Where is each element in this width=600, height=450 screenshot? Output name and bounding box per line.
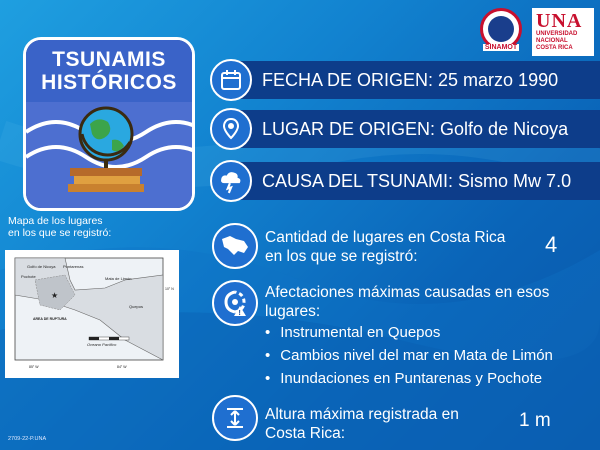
una-logo: UNA UNIVERSIDAD NACIONAL COSTA RICA bbox=[532, 8, 594, 56]
height-arrows-icon bbox=[212, 395, 258, 441]
afectaciones-list bbox=[265, 321, 553, 390]
causa-text: CAUSA DEL TSUNAMI: Sismo Mw 7.0 bbox=[262, 170, 572, 191]
sinamot-logo: SINAMOT bbox=[476, 8, 526, 60]
altura-value: 1 m bbox=[519, 410, 551, 431]
list-item: • Instrumental en Quepos bbox=[265, 321, 553, 344]
calendar-icon bbox=[210, 59, 252, 101]
map-place: AREA DE RUPTURA bbox=[33, 317, 67, 321]
map-place: Puntarenas bbox=[63, 264, 84, 269]
list-item: • Inundaciones en Puntarenas y Pochote bbox=[265, 367, 553, 390]
fecha-text: FECHA DE ORIGEN: 25 marzo 1990 bbox=[262, 69, 559, 90]
row-lugar bbox=[212, 110, 600, 148]
cantidad-text: Cantidad de lugares en Costa Rica en los que se registró: bbox=[265, 229, 506, 265]
svg-text:!: ! bbox=[238, 310, 241, 317]
origin-map bbox=[5, 250, 179, 378]
title-line-1: TSUNAMIS bbox=[52, 48, 166, 71]
map-place: Pochote bbox=[21, 274, 36, 279]
row-fecha bbox=[212, 61, 600, 99]
map-place: Mata de Limón bbox=[105, 276, 132, 281]
altura-text: Altura máxima registrada en Costa Rica: bbox=[265, 406, 459, 442]
costa-rica-map-icon bbox=[212, 223, 258, 269]
lugar-text: LUGAR DE ORIGEN: Golfo de Nicoya bbox=[262, 118, 569, 139]
footnote: 2709-22-P.UNA bbox=[8, 436, 47, 442]
map-tick: 84° W bbox=[117, 365, 127, 369]
hurricane-warning-icon bbox=[212, 280, 258, 326]
map-place: Oceano Pacífico bbox=[87, 342, 117, 347]
map-tick: 10° N bbox=[165, 287, 174, 291]
afectaciones-text: Afectaciones máximas causadas en esos lugares: bbox=[265, 284, 550, 320]
globe-illustration bbox=[26, 102, 192, 208]
title-card bbox=[23, 37, 195, 211]
map-tick: 85° W bbox=[29, 365, 39, 369]
map-label: Mapa de los lugares en los que se registró: bbox=[8, 215, 112, 239]
logos bbox=[476, 8, 594, 60]
svg-text:★: ★ bbox=[51, 291, 59, 300]
row-causa bbox=[212, 162, 600, 200]
title-line-2: HISTÓRICOS bbox=[41, 71, 177, 94]
map-place: Quepos bbox=[129, 304, 144, 309]
storm-icon bbox=[210, 160, 252, 202]
list-item: • Cambios nivel del mar en Mata de Limón bbox=[265, 344, 553, 367]
cantidad-value: 4 bbox=[545, 232, 558, 257]
location-pin-icon bbox=[210, 108, 252, 150]
map-place: Golfo de Nicoya bbox=[27, 264, 56, 269]
